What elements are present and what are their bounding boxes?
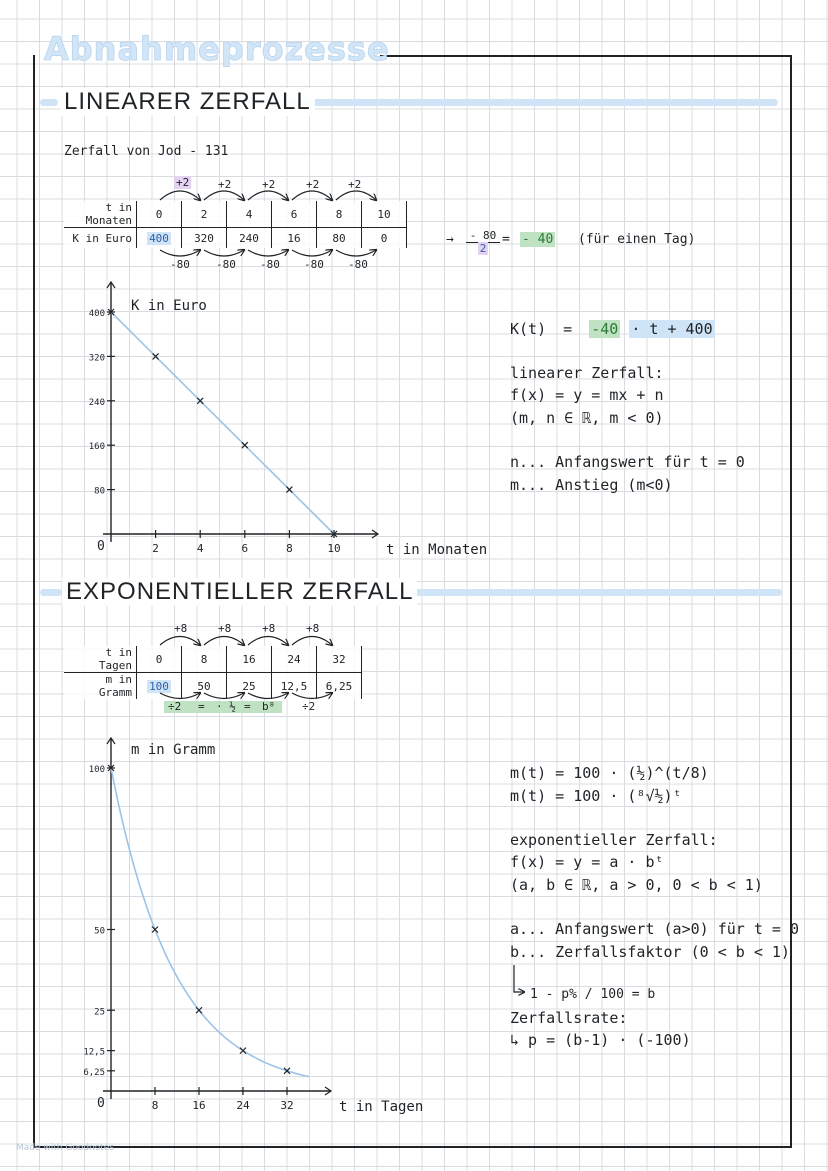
table-cell: 8 bbox=[317, 201, 362, 228]
step-label: +2 bbox=[348, 178, 362, 191]
x-tick-label: 6 bbox=[241, 542, 249, 555]
exp-note-rate-formula: 1 - p% / 100 = b bbox=[530, 987, 656, 1002]
y-tick-label: 240 bbox=[88, 397, 105, 408]
step-label: b⁸ bbox=[262, 700, 276, 713]
table-cell: 2 bbox=[182, 201, 227, 228]
calc-note: (für einen Tag) bbox=[578, 232, 696, 247]
origin-label: 0 bbox=[97, 1096, 105, 1111]
data-point bbox=[240, 1048, 246, 1054]
exp-note-a: a... Anfangswert (a>0) für t = 0 bbox=[510, 920, 799, 938]
x-tick-label: 8 bbox=[286, 542, 293, 555]
step-label: +2 bbox=[176, 176, 190, 189]
x-tick-label: 10 bbox=[327, 542, 341, 555]
x-tick-label: 2 bbox=[152, 542, 159, 555]
linear-subtitle: Zerfall von Jod - 131 bbox=[64, 144, 229, 159]
table-cell: 0 bbox=[137, 201, 182, 228]
exp-formula-1: m(t) = 100 · (½)^(t/8) bbox=[510, 764, 709, 782]
calc-arrow: → bbox=[446, 232, 454, 247]
table-cell: 24 bbox=[272, 646, 317, 673]
x-axis-label: t in Monaten bbox=[386, 542, 488, 558]
step-label: +8 bbox=[306, 622, 320, 635]
table-cell: 320 bbox=[182, 228, 227, 249]
exp-note-rate-p: ↳ p = (b-1) · (-100) bbox=[510, 1031, 691, 1049]
step-label: -80 bbox=[348, 258, 368, 271]
series-line bbox=[111, 768, 309, 1077]
y-tick-label: 160 bbox=[88, 442, 105, 453]
exponential-heading: EXPONENTIELLER ZERFALL bbox=[62, 578, 417, 606]
step-label: +8 bbox=[174, 622, 188, 635]
table-cell: 6 bbox=[272, 201, 317, 228]
step-label: +2 bbox=[218, 178, 232, 191]
table-cell: 16 bbox=[272, 228, 317, 249]
origin-label: 0 bbox=[97, 539, 105, 554]
watermark: Made with Goodnotes bbox=[16, 1143, 115, 1153]
exp-note-rate-title: Zerfallsrate: bbox=[510, 1009, 628, 1027]
data-point bbox=[196, 1007, 202, 1013]
x-tick-label: 4 bbox=[196, 542, 204, 555]
y-axis-label: K in Euro bbox=[131, 298, 207, 314]
y-tick-label: 320 bbox=[88, 353, 105, 364]
exp-note-title: exponentieller Zerfall: bbox=[510, 831, 718, 849]
x-tick-label: 24 bbox=[236, 1099, 250, 1112]
exp-note-formula: f(x) = y = a · bᵗ bbox=[510, 853, 664, 871]
table-row-label: t in Monaten bbox=[64, 201, 137, 228]
table-cell: 10 bbox=[362, 201, 407, 228]
step-label: · ½ bbox=[216, 700, 236, 713]
table-row-label: t in Tagen bbox=[64, 646, 137, 673]
table-cell: 100 bbox=[137, 673, 182, 700]
calc-equals: = bbox=[502, 232, 510, 247]
calc-fraction: - 80 2 bbox=[466, 230, 500, 255]
page-title: Abnahmeprozesse bbox=[44, 30, 390, 68]
step-label: +2 bbox=[262, 178, 276, 191]
y-tick-label: 25 bbox=[94, 1007, 105, 1018]
step-label: +8 bbox=[218, 622, 232, 635]
table-cell: 4 bbox=[227, 201, 272, 228]
step-label: = bbox=[244, 700, 251, 713]
y-tick-label: 80 bbox=[94, 486, 105, 497]
y-tick-label: 12,5 bbox=[83, 1047, 105, 1058]
exp-formula-2: m(t) = 100 · (⁸√½)ᵗ bbox=[510, 787, 682, 805]
step-label: = bbox=[198, 700, 205, 713]
step-label: +2 bbox=[306, 178, 320, 191]
table-row-label: K in Euro bbox=[64, 228, 137, 249]
linear-heading: LINEARER ZERFALL bbox=[60, 88, 315, 116]
y-axis-label: m in Gramm bbox=[131, 742, 216, 758]
table-cell: 400 bbox=[137, 228, 182, 249]
y-tick-label: 100 bbox=[88, 765, 105, 775]
table-cell: 0 bbox=[362, 228, 407, 249]
table-cell: 25 bbox=[227, 673, 272, 700]
step-label: -80 bbox=[170, 258, 190, 271]
y-tick-label: 400 bbox=[88, 309, 105, 319]
step-label: -80 bbox=[216, 258, 236, 271]
linear-formula: K(t) = -40 · t + 400 bbox=[510, 320, 713, 338]
table-cell: 8 bbox=[182, 646, 227, 673]
table-cell: 6,25 bbox=[317, 673, 362, 700]
table-cell: 0 bbox=[137, 646, 182, 673]
linear-note-formula: f(x) = y = mx + n bbox=[510, 386, 664, 404]
step-label: -80 bbox=[304, 258, 324, 271]
linear-note-domain: (m, n ∈ ℝ, m < 0) bbox=[510, 409, 664, 427]
table-cell: 240 bbox=[227, 228, 272, 249]
x-axis-label: t in Tagen bbox=[339, 1099, 424, 1115]
table-cell: 50 bbox=[182, 673, 227, 700]
linear-note-n: n... Anfangswert für t = 0 bbox=[510, 453, 745, 471]
table-cell: 16 bbox=[227, 646, 272, 673]
table-cell: 32 bbox=[317, 646, 362, 673]
table-row-label: m in Gramm bbox=[64, 673, 137, 700]
x-tick-label: 32 bbox=[280, 1099, 294, 1112]
table-cell: 12,5 bbox=[272, 673, 317, 700]
step-label: ÷2 bbox=[168, 700, 182, 713]
linear-note-title: linearer Zerfall: bbox=[510, 364, 664, 382]
x-tick-label: 16 bbox=[192, 1099, 206, 1112]
x-tick-label: 8 bbox=[151, 1099, 159, 1112]
linear-note-m: m... Anstieg (m<0) bbox=[510, 476, 673, 494]
table-cell: 80 bbox=[317, 228, 362, 249]
step-label: ÷2 bbox=[302, 700, 316, 713]
step-label: -80 bbox=[260, 258, 280, 271]
y-tick-label: 50 bbox=[94, 926, 105, 937]
calc-result: - 40 bbox=[522, 232, 554, 247]
step-label: +8 bbox=[262, 622, 276, 635]
y-tick-label: 6,25 bbox=[83, 1067, 105, 1078]
exp-note-domain: (a, b ∈ ℝ, a > 0, 0 < b < 1) bbox=[510, 876, 763, 894]
exp-note-b: b... Zerfallsfaktor (0 < b < 1) bbox=[510, 943, 790, 961]
